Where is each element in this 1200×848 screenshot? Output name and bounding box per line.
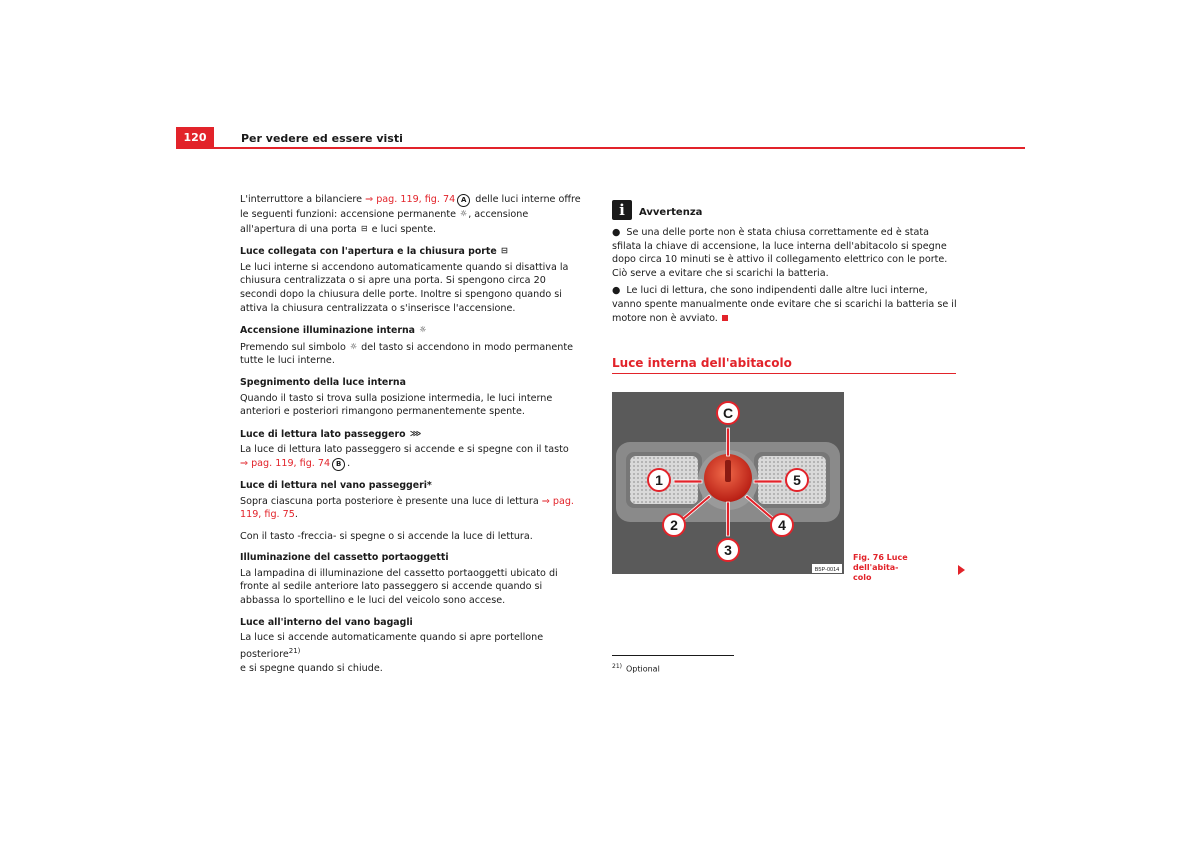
- section-body: Con il tasto -freccia- si spegne o si accende la luce di lettura.: [240, 530, 533, 542]
- callout-4: 4: [778, 517, 786, 533]
- bullet-icon: ●: [612, 285, 621, 297]
- warning-bullet: ● Le luci di lettura, che sono indipendenti dalle altre luci interne, vanno spente manualmente onde evitare che si scarichi la batteria se il motore non è avviato.: [612, 285, 957, 324]
- bullet-icon: ●: [612, 227, 621, 238]
- section-heading: Luce di lettura nel vano passeggeri*: [240, 479, 432, 491]
- page-number: 120: [176, 127, 214, 149]
- section-heading: Accensione illuminazione interna ☼: [240, 325, 427, 337]
- door-light-icon: ⊟: [360, 223, 368, 233]
- section-body: Le luci interne si accendono automaticamente quando si disattiva la chiusura centralizzata o si apre una porta. Si spengono circa 20 secondi dopo la chiusura delle porte. Inoltre si spengono quando si attiva la chiusura centralizzata o s'inserisce l'accensione.: [240, 261, 569, 314]
- marker-b: B: [332, 458, 345, 471]
- footnote-rule: [612, 655, 734, 656]
- cross-reference-link[interactable]: ⇒ pag. 119, fig. 75: [240, 495, 574, 521]
- left-column: [240, 193, 585, 683]
- figure-caption: Fig. 76 Luce dell'abita- colo: [853, 553, 908, 582]
- section-heading: Luce all'interno del vano bagagli: [240, 616, 413, 628]
- section-body: La lampadina di illuminazione del cassetto portaoggetti ubicato di fronte al sedile anteriore lato passeggero si accende quando si abbassa lo sportellino e le luci del veicolo sono accese.: [240, 567, 558, 607]
- intro-text: e luci spente.: [368, 223, 437, 235]
- interior-light-illustration: [612, 392, 844, 574]
- intro-text: delle luci interne offre le seguenti funzioni: accensione permanente: [240, 194, 581, 220]
- warning-header: [612, 196, 957, 220]
- intro-text: L'interruttore a bilanciere: [240, 194, 366, 205]
- continue-arrow-icon: [958, 565, 965, 575]
- callout-5: 5: [793, 472, 801, 488]
- callout-2: 2: [670, 517, 678, 533]
- warning-bullet: ● Se una delle porte non è stata chiusa correttamente ed è stata sfilata la chiave di accensione, la luce interna dell'abitacolo si spegne dopo circa 10 minuti se è attivo il collegamento elettrico con le porte. Ciò serve a evitare che si scarichi la batteria.: [612, 227, 948, 279]
- callout-3: 3: [724, 542, 732, 558]
- section-body: Premendo sul simbolo ☼ del tasto si accendono in modo permanente tutte le luci interne.: [240, 341, 574, 367]
- cross-reference-link[interactable]: ⇒ pag. 119, fig. 74: [240, 457, 331, 469]
- permanent-light-icon: ☼: [419, 325, 427, 335]
- chapter-title: Per vedere ed essere visti: [241, 132, 403, 145]
- section-title: Luce interna dell'abitacolo: [612, 356, 956, 374]
- cross-reference-link[interactable]: ⇒ pag. 119, fig. 74: [365, 194, 456, 205]
- intro-text: , accensione all'apertura di una porta: [240, 209, 529, 235]
- section-heading: Spegnimento della luce interna: [240, 376, 406, 388]
- marker-a: A: [457, 194, 470, 207]
- intro-paragraph: [240, 193, 585, 236]
- figure-interior-light: [612, 392, 844, 574]
- section-heading: Luce collegata con l'apertura e la chiusura porte ⊟: [240, 246, 508, 258]
- figure-code: B5P-0014: [814, 567, 840, 573]
- permanent-light-icon: ☼: [349, 341, 358, 351]
- section-heading: Illuminazione del cassetto portaoggetti: [240, 552, 449, 564]
- callout-1: 1: [655, 472, 663, 488]
- reading-light-icon: ⋙: [409, 428, 422, 438]
- section-body: Sopra ciascuna porta posteriore è presente una luce di lettura ⇒ pag. 119, fig. 75.: [240, 495, 574, 521]
- page-header: [176, 127, 1025, 149]
- info-icon: i: [612, 200, 632, 220]
- right-column: [612, 196, 957, 329]
- section-body: La luce di lettura lato passeggero si accende e si spegne con il tasto ⇒ pag. 119, fig. 74 B .: [240, 444, 569, 469]
- callout-c: C: [722, 405, 734, 421]
- footnote: $^{21)}$ Optional: [612, 663, 660, 674]
- header-rule: [176, 147, 1025, 149]
- section-heading: Luce di lettura lato passeggero ⋙: [240, 428, 422, 440]
- end-marker-icon: [722, 315, 728, 321]
- warning-title: Avvertenza: [639, 207, 703, 219]
- permanent-light-icon: ☼: [460, 209, 468, 218]
- section-body: Quando il tasto si trova sulla posizione intermedia, le luci interne anteriori e posteriori rimangono permanentemente spente.: [240, 392, 553, 418]
- door-light-icon: ⊟: [501, 246, 508, 256]
- section-body: La luce si accende automaticamente quando si apre portellone posteriore$^{21)}$ e si spegne quando si chiude.: [240, 632, 544, 674]
- footnote-ref: 21): [288, 646, 301, 655]
